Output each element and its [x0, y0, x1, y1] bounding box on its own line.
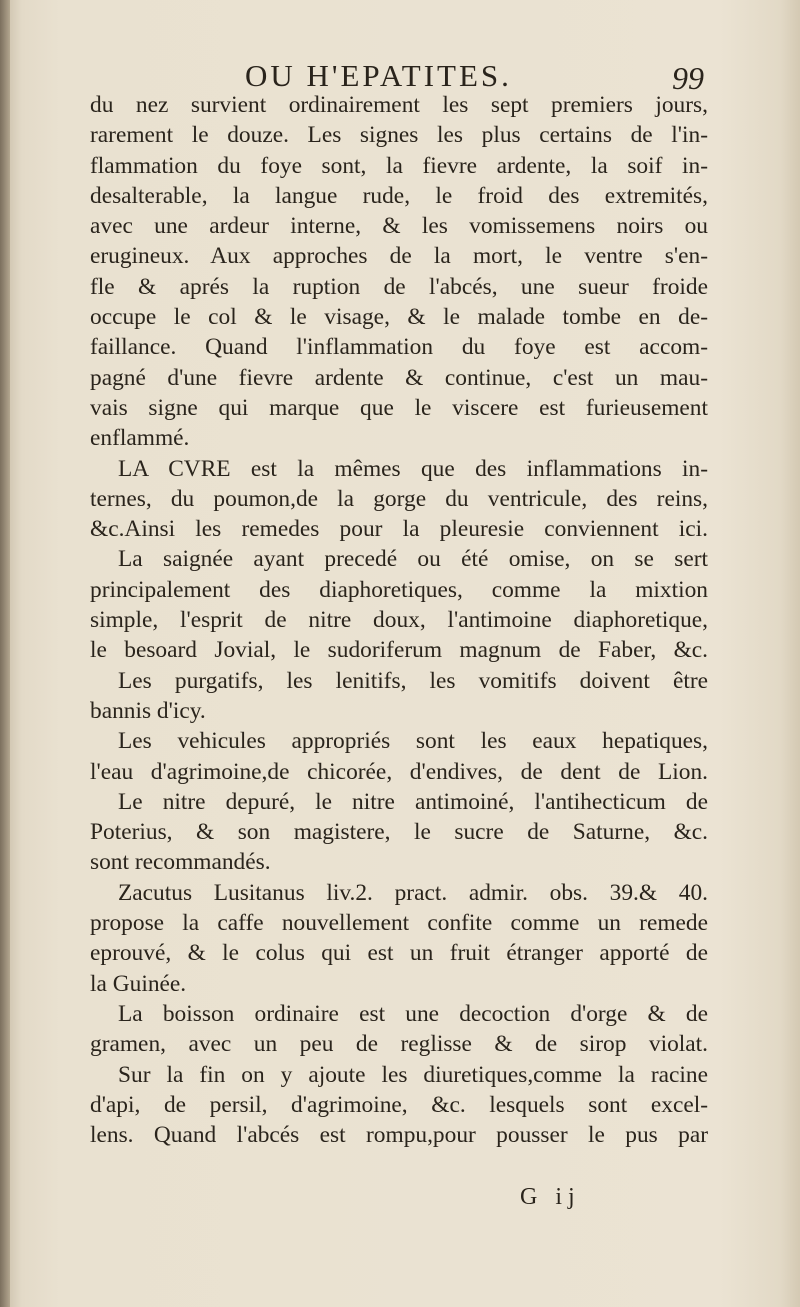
- book-spine-shadow: [0, 0, 10, 1307]
- text-line: LA CVRE est la mêmes que des inflammations in-: [118, 455, 708, 482]
- text-line: pagné d'une fievre ardente & continue, c'est un mau-: [90, 364, 708, 391]
- signature-mark: G ij: [520, 1184, 581, 1210]
- text-line: desalterable, la langue rude, le froid des extremités,: [90, 182, 708, 209]
- text-line: la Guinée.: [90, 970, 187, 997]
- running-title: OU H'EPATITES.: [245, 58, 512, 93]
- text-line: Zacutus Lusitanus liv.2. pract. admir. obs. 39.& 40.: [118, 879, 708, 906]
- text-line: erugineux. Aux approches de la mort, le ventre s'en-: [90, 243, 708, 270]
- text-line: le besoard Jovial, le sudoriferum magnum de Faber, &c.: [90, 637, 708, 664]
- text-line: sont recommandés.: [90, 849, 271, 876]
- text-line: faillance. Quand l'inflammation du foye est accom-: [90, 334, 708, 361]
- text-line: occupe le col & le visage, & le malade tombe en de-: [90, 304, 708, 331]
- text-line: fle & aprés la ruption de l'abcés, une sueur froide: [90, 273, 708, 300]
- text-line: vais signe qui marque que le viscere est furieusement: [90, 394, 708, 421]
- text-line: Sur la fin on y ajoute les diuretiques,comme la racine: [118, 1061, 708, 1088]
- text-line: Le nitre depuré, le nitre antimoiné, l'antihecticum de: [118, 788, 708, 815]
- text-line: La boisson ordinaire est une decoction d'orge & de: [118, 1000, 708, 1027]
- page-number: 99: [672, 60, 704, 96]
- text-line: rarement le douze. Les signes les plus certains de l'in-: [90, 122, 708, 149]
- text-line: Poterius, & son magistere, le sucre de Saturne, &c.: [90, 819, 708, 846]
- text-line: flammation du foye sont, la fievre ardente, la soif in-: [90, 152, 708, 179]
- text-line: lens. Quand l'abcés est rompu,pour pousser le pus par: [90, 1122, 708, 1149]
- text-line: &c.Ainsi les remedes pour la pleuresie conviennent ici.: [90, 516, 708, 543]
- text-line: avec une ardeur interne, & les vomissemens noirs ou: [90, 213, 708, 240]
- text-line: ternes, du poumon,de la gorge du ventricule, des reins,: [90, 485, 708, 512]
- text-line: simple, l'esprit de nitre doux, l'antimoine diaphoretique,: [90, 607, 708, 634]
- text-line: Les vehicules appropriés sont les eaux hepatiques,: [118, 728, 708, 755]
- text-line: bannis d'icy.: [90, 697, 206, 724]
- text-line: l'eau d'agrimoine,de chicorée, d'endives, de dent de Lion.: [90, 758, 708, 785]
- text-line: eprouvé, & le colus qui est un fruit étranger apporté de: [90, 940, 708, 967]
- text-line: enflammé.: [90, 425, 190, 452]
- text-line: principalement des diaphoretiques, comme la mixtion: [90, 576, 708, 603]
- text-line: La saignée ayant precedé ou été omise, on se sert: [118, 546, 708, 573]
- text-line: gramen, avec un peu de reglisse & de sirop violat.: [90, 1031, 708, 1058]
- text-line: Les purgatifs, les lenitifs, les vomitifs doivent être: [118, 667, 708, 694]
- body-text: [90, 90, 708, 1150]
- text-line: propose la caffe nouvellement confite comme un remede: [90, 910, 708, 937]
- text-line: d'api, de persil, d'agrimoine, &c. lesquels sont excel-: [90, 1091, 708, 1118]
- text-line: du nez survient ordinairement les sept premiers jours,: [90, 92, 708, 118]
